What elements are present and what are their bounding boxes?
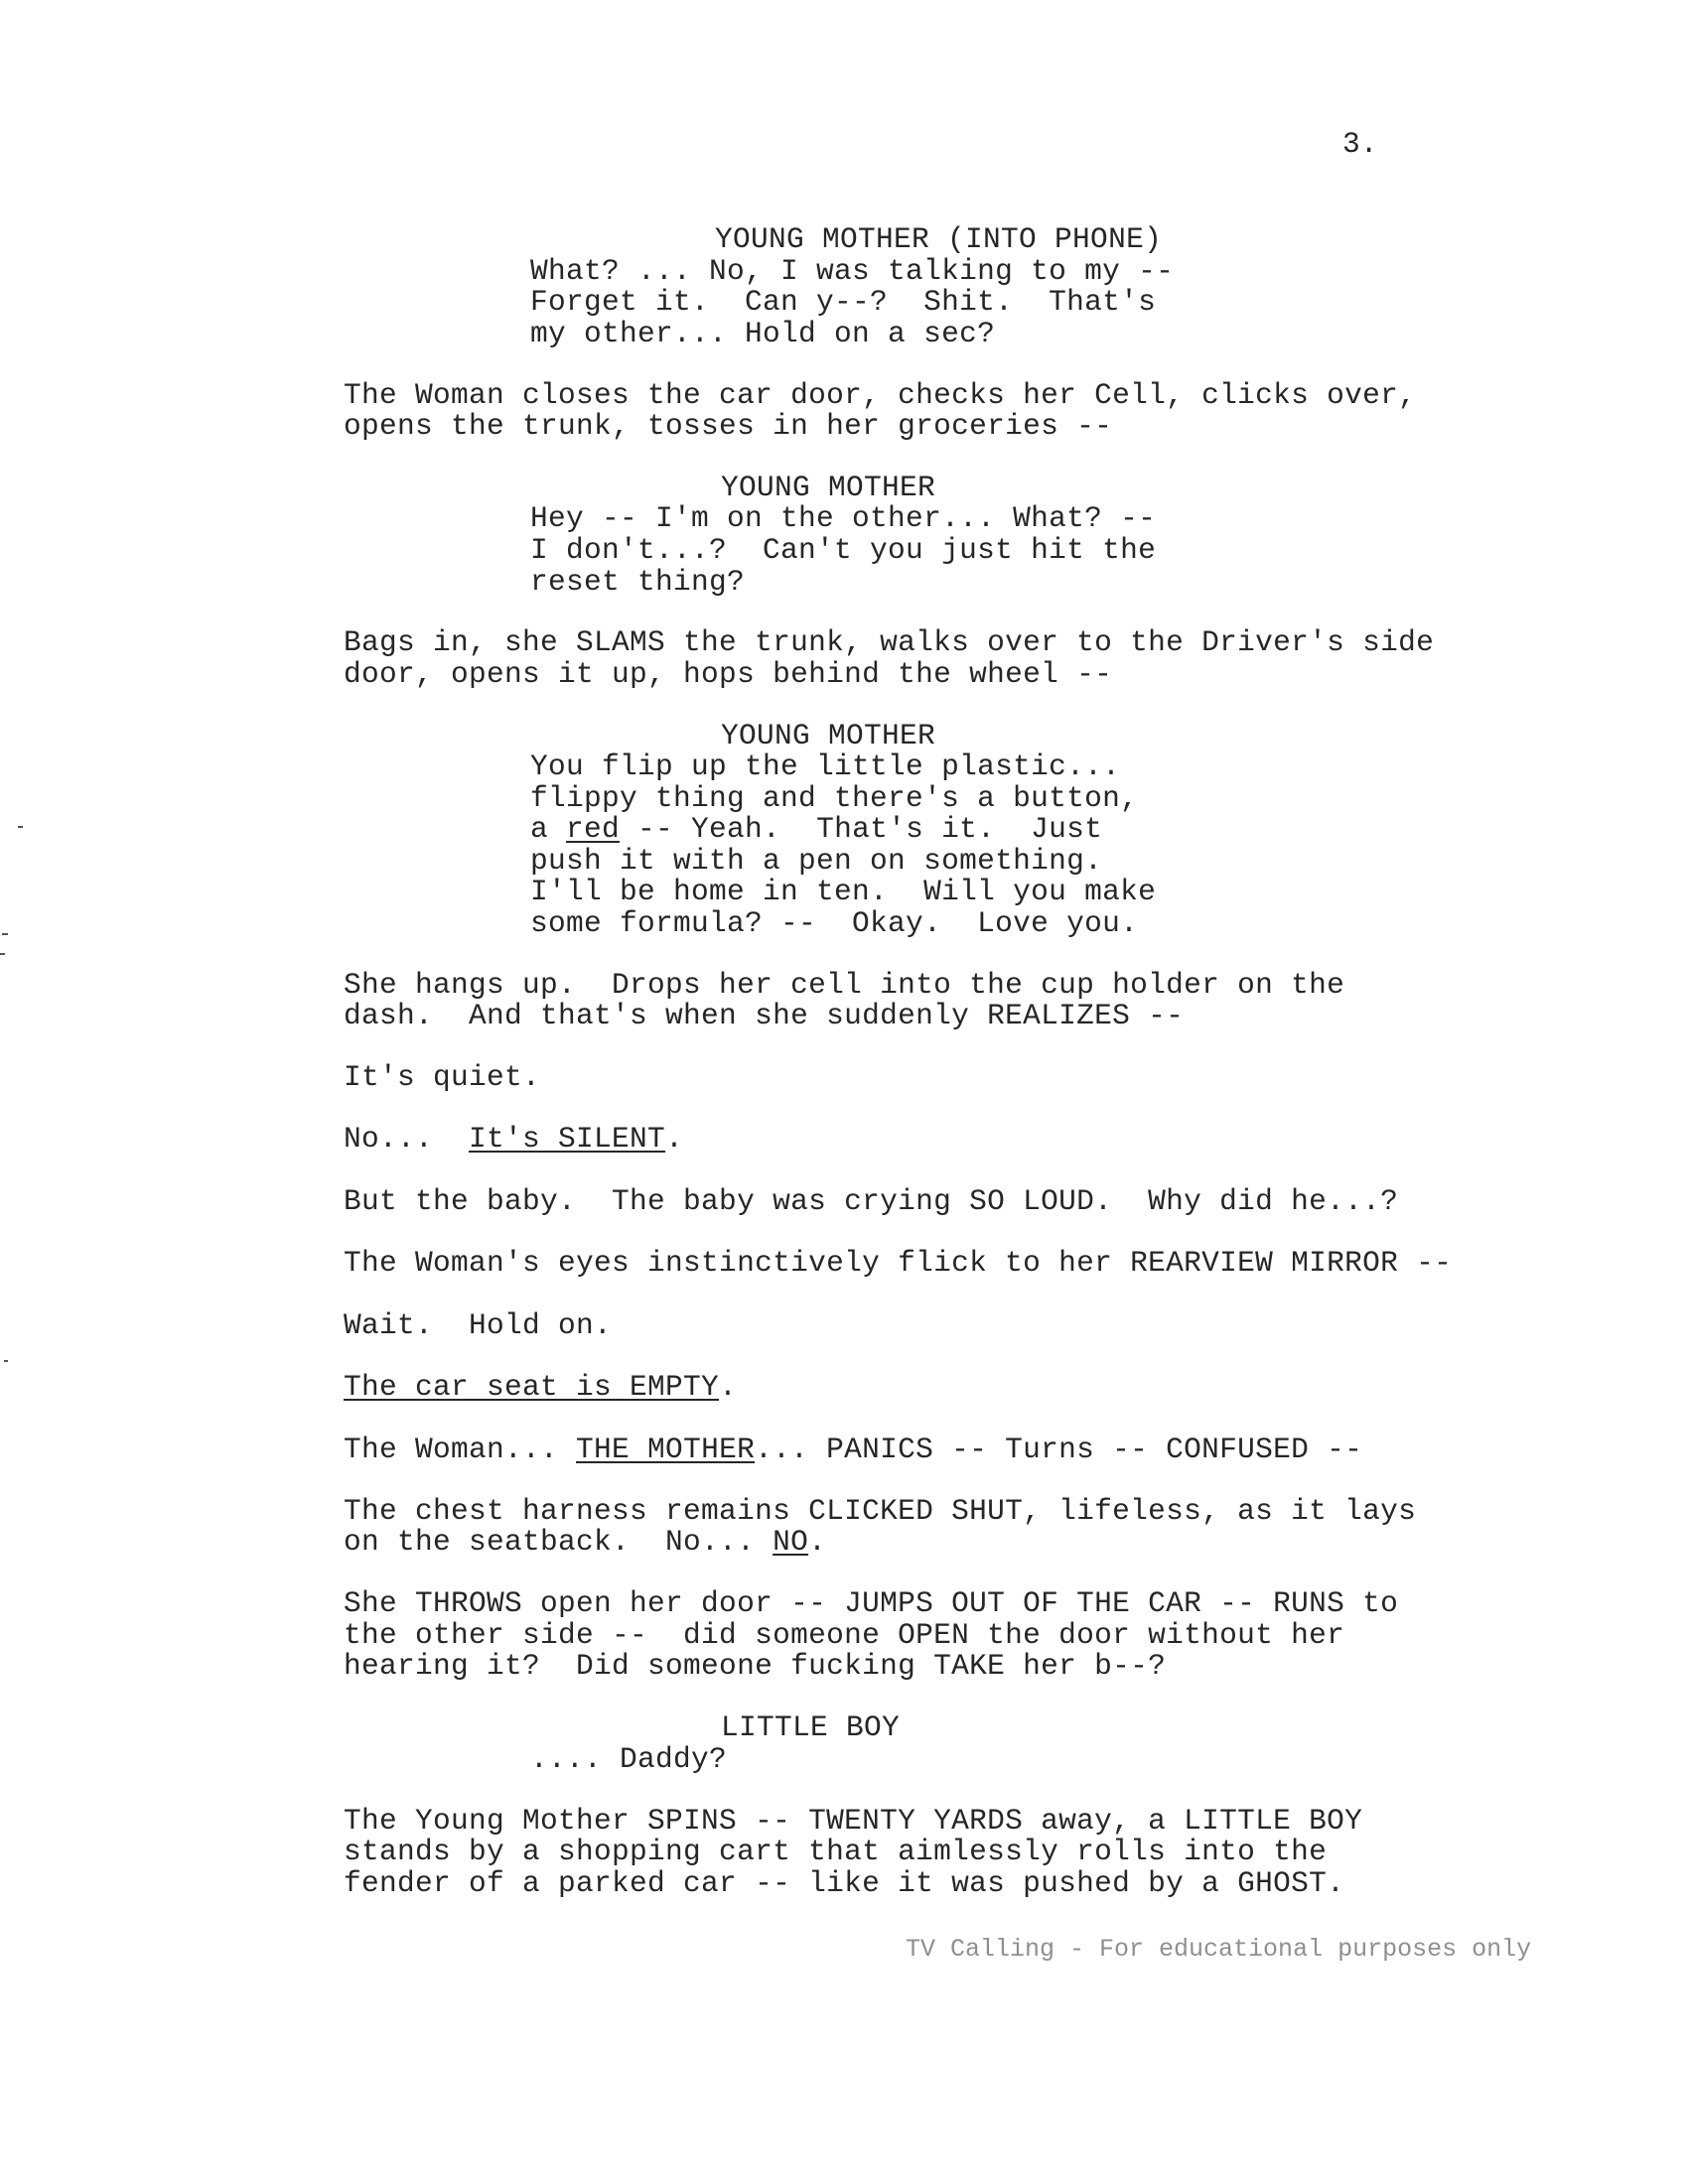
dialogue-line: push it with a pen on something. — [530, 844, 1103, 878]
action-line: Wait. Hold on. — [344, 1308, 613, 1342]
page-number: 3. — [1342, 127, 1378, 161]
underlined-word: red — [566, 812, 621, 846]
dialogue-line: Forget it. Can y--? Shit. That's — [530, 285, 1157, 319]
action-line: stands by a shopping cart that aimlessly rolls into the — [344, 1835, 1328, 1868]
action-line: the other side -- did someone OPEN the door without her — [344, 1618, 1345, 1652]
action-line: But the baby. The baby was crying SO LOUD. Why did he...? — [344, 1184, 1399, 1218]
dialogue-line: I'll be home in ten. Will you make — [530, 875, 1157, 908]
scan-speck — [18, 826, 23, 828]
character-cue: YOUNG MOTHER — [721, 471, 936, 504]
action-line: She hangs up. Drops her cell into the cup holder on the — [344, 968, 1345, 1002]
underlined-word: NO — [773, 1525, 809, 1559]
character-cue: YOUNG MOTHER (INTO PHONE) — [715, 222, 1163, 256]
action-line: She THROWS open her door -- JUMPS OUT OF THE CAR -- RUNS to — [344, 1586, 1399, 1620]
action-line: It's quiet. — [344, 1060, 541, 1094]
scan-speck — [0, 953, 5, 955]
scan-speck — [4, 1360, 8, 1362]
action-line: The Woman closes the car door, checks her Cell, clicks over, — [344, 378, 1417, 412]
dialogue-line: some formula? -- Okay. Love you. — [530, 906, 1139, 940]
character-cue: LITTLE BOY — [721, 1710, 901, 1744]
character-cue: YOUNG MOTHER — [721, 719, 936, 752]
dialogue-line: flippy thing and there's a button, — [530, 781, 1139, 815]
action-line: hearing it? Did someone fucking TAKE her b--? — [344, 1649, 1167, 1683]
action-line: door, opens it up, hops behind the wheel -- — [344, 657, 1113, 691]
underlined-phrase: It's SILENT — [469, 1122, 666, 1156]
action-line: Bags in, she SLAMS the trunk, walks over to the Driver's side — [344, 625, 1435, 659]
action-line: No... It's SILENT. — [344, 1122, 684, 1156]
dialogue-line: a red -- Yeah. That's it. Just — [530, 812, 1103, 846]
action-line: The Woman's eyes instinctively flick to her REARVIEW MIRROR -- — [344, 1246, 1453, 1280]
footer-watermark: TV Calling - For educational purposes only — [906, 1935, 1532, 1964]
underlined-phrase: THE MOTHER — [576, 1433, 756, 1466]
action-line: The Woman... THE MOTHER... PANICS -- Turns -- CONFUSED -- — [344, 1433, 1363, 1466]
dialogue-line: I don't...? Can't you just hit the — [530, 533, 1157, 567]
dialogue-line: reset thing? — [530, 565, 746, 599]
dialogue-line: What? ... No, I was talking to my -- — [530, 254, 1175, 288]
action-line: fender of a parked car -- like it was pushed by a GHOST. — [344, 1866, 1345, 1900]
dialogue-line: .... Daddy? — [530, 1742, 728, 1776]
action-line: on the seatback. No... NO. — [344, 1525, 827, 1559]
scan-speck — [2, 933, 8, 935]
dialogue-line: You flip up the little plastic... — [530, 750, 1121, 783]
dialogue-line: Hey -- I'm on the other... What? -- — [530, 501, 1157, 535]
action-line: The chest harness remains CLICKED SHUT, lifeless, as it lays — [344, 1494, 1417, 1528]
action-line: opens the trunk, tosses in her groceries -- — [344, 409, 1113, 443]
action-line: The Young Mother SPINS -- TWENTY YARDS away, a LITTLE BOY — [344, 1804, 1363, 1838]
action-line: dash. And that's when she suddenly REALIZES -- — [344, 999, 1185, 1032]
underlined-phrase: The car seat is EMPTY — [344, 1370, 720, 1404]
dialogue-line: my other... Hold on a sec? — [530, 317, 996, 350]
action-line: The car seat is EMPTY. — [344, 1370, 738, 1404]
